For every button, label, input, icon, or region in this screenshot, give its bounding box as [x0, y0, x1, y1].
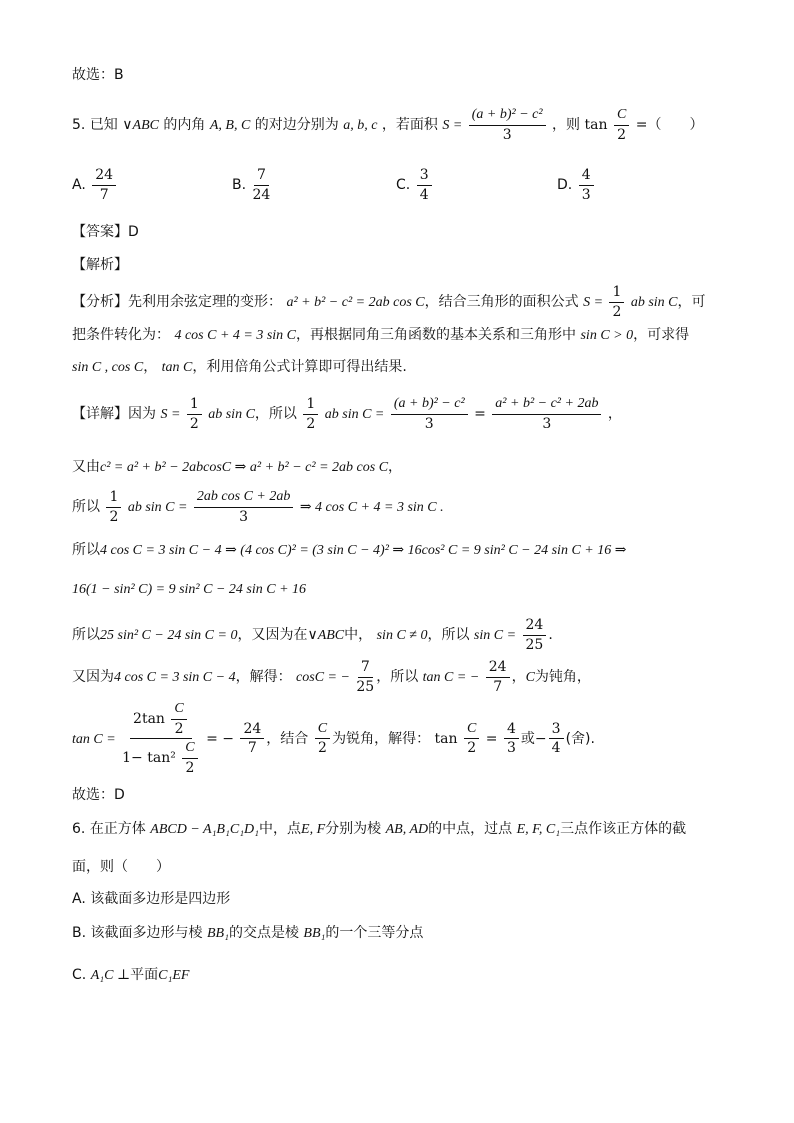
math: 4 cos C = 3 sin C − 4 ⇒ (4 cos C)² = (3 sin C − 4)² ⇒ 16cos² C = 9 sin² C − 24 sin C + 16 ⇒: [100, 543, 627, 558]
math: tan C: [161, 360, 193, 375]
text: ，: [388, 459, 403, 475]
q5-area-symbol: S =: [442, 118, 463, 134]
math: 1− tan²: [122, 750, 176, 767]
option-fraction: [579, 168, 594, 202]
q5-xiangjie-line8: [72, 702, 595, 776]
q6-option-c[interactable]: [72, 968, 189, 983]
option-label: A.: [72, 177, 86, 194]
one-half: $\frac{1}{2}$: [303, 397, 318, 431]
q5-text: ，若面积: [381, 117, 438, 134]
frac-num: (a + b)² − c²: [469, 108, 546, 126]
math: E, F: [301, 822, 326, 837]
q5-text: 的内角: [163, 117, 206, 134]
math: S =: [160, 407, 181, 423]
q5-number: 5.: [72, 117, 86, 134]
q5-xiangjie-line3: [72, 490, 444, 524]
text: B. 该截面多边形与棱: [72, 925, 203, 941]
frac-den: 7: [99, 186, 109, 203]
math: 2tan: [133, 711, 165, 728]
frac-num: 3: [549, 722, 564, 740]
q5-answer: [72, 225, 139, 239]
option-label: B.: [232, 177, 247, 194]
q5-text: 已知: [89, 117, 118, 134]
frac-num: 24: [240, 722, 264, 740]
frac-num: 4: [579, 168, 594, 186]
q5-xiangjie-line1: [72, 397, 622, 431]
text: 中，: [344, 627, 373, 644]
text: ，所以: [254, 406, 297, 423]
half-angle: $\frac{C}{2}$: [315, 722, 330, 756]
q5-option-d[interactable]: [557, 168, 596, 202]
q5-option-c[interactable]: [396, 168, 434, 202]
text: 或: [520, 730, 535, 747]
text: ，可求得: [633, 327, 690, 343]
text: ，解得：: [235, 669, 292, 686]
math: E, F, C₁: [516, 822, 561, 837]
frac-num: 7: [358, 660, 373, 678]
frac-num: (a + b)² − c²: [391, 397, 468, 415]
q6-stem-line2: 面，则（ ）: [72, 859, 170, 875]
math: = −: [206, 730, 235, 747]
text: 的一个三等分点: [325, 925, 424, 941]
math: C₁EF: [158, 968, 190, 983]
frac-num: a² + b² − c² + 2ab: [492, 397, 601, 415]
math: ab sin C =: [127, 500, 188, 516]
frac-den: 1− tan² $\frac{C}{2}$: [122, 739, 200, 775]
q5-area-fraction: [469, 108, 546, 142]
option-label: D.: [557, 177, 573, 194]
q5-option-a[interactable]: [72, 168, 118, 202]
section-tag: 【分析】: [72, 294, 128, 311]
section-tag: 【详解】: [72, 406, 128, 423]
text: ，结合三角形的面积公式: [424, 294, 579, 311]
text: ，可: [677, 294, 706, 311]
q6-option-a[interactable]: A. 该截面多边形是四边形: [72, 891, 231, 907]
math: BB₁: [206, 926, 229, 941]
math: AB, AD: [385, 822, 429, 837]
math: tan C =: [72, 731, 116, 747]
math: ab sin C =: [324, 407, 385, 423]
answer-tag: 【答案】: [72, 224, 128, 240]
fraction: [523, 618, 547, 652]
frac-num: 24: [523, 618, 547, 636]
q5-text: 的对边分别为: [254, 117, 339, 134]
text: ，: [511, 669, 526, 686]
q6-number: 6.: [72, 821, 86, 837]
frac-den: 4: [419, 186, 429, 203]
frac-num: 24: [92, 168, 116, 186]
text: 分别为棱: [325, 821, 382, 837]
q4-final-answer: 故选：B: [72, 67, 124, 83]
math: ⇒ 4 cos C + 4 = 3 sin C .: [299, 500, 444, 516]
half-angle: $\frac{C}{2}$: [464, 722, 479, 756]
math: S =: [583, 295, 604, 311]
answer-value: D: [128, 224, 139, 240]
fraction: $\frac{\text{a² + b² − c² + 2ab}}{3}$: [492, 397, 601, 431]
math: ∨ABC: [307, 628, 345, 644]
text: 把条件转化为：: [72, 327, 170, 343]
frac-den: 25: [356, 678, 375, 695]
q5-sides: a, b, c: [343, 118, 378, 134]
frac-den: 24: [252, 186, 271, 203]
math: ab sin C: [630, 295, 678, 311]
text: ，又因为在: [237, 627, 308, 644]
option-label: C.: [396, 177, 411, 194]
text: (舍).: [565, 730, 595, 747]
math: 4 cos C = 3 sin C − 4: [114, 670, 236, 686]
fraction: [486, 660, 510, 694]
math: sin C , cos C: [72, 360, 144, 375]
math: c² = a² + b² − 2abcosC ⇒ a² + b² − c² = 2ab cos C: [100, 460, 389, 475]
frac-num: 24: [486, 660, 510, 678]
math: tan C = −: [422, 670, 480, 686]
fraction: [504, 722, 519, 756]
text: 所以: [72, 542, 100, 558]
text: 为钝角，: [534, 669, 591, 686]
math: 25 sin² C − 24 sin C = 0: [100, 628, 238, 644]
q5-fenxi-line2: [72, 328, 689, 343]
text: ，所以: [427, 627, 470, 644]
text: 所以: [72, 627, 100, 644]
text: ，: [143, 359, 158, 375]
frac-den: 4: [551, 740, 561, 757]
frac-num: 2tan $\frac{C}{2}$: [130, 702, 192, 739]
text: 先利用余弦定理的变形：: [128, 294, 282, 311]
frac-den: 2: [617, 126, 627, 143]
math: sin C ≠ 0: [376, 628, 428, 644]
option-fraction: [253, 168, 271, 202]
math: BB₁: [303, 926, 326, 941]
text: 所以: [72, 499, 100, 516]
text: 又由: [72, 459, 100, 475]
q5-final-answer: 故选：D: [72, 787, 125, 803]
fraction: $\frac{\text{(a + b)² − c²}}{3}$: [391, 397, 468, 431]
one-half: $\frac{1}{2}$: [187, 397, 202, 431]
text: 中，点: [259, 821, 302, 837]
frac-num: C: [614, 108, 629, 126]
one-half: $\frac{1}{2}$: [106, 490, 121, 524]
math: C: [525, 670, 535, 686]
text: 平面: [130, 967, 159, 983]
option-fraction: [417, 168, 432, 202]
text: ，再根据同角三角函数的基本关系和三角形中: [296, 327, 577, 343]
frac-den: 3: [506, 740, 516, 757]
math: −: [534, 730, 547, 747]
text: .: [548, 627, 553, 644]
math: a² + b² − c² = 2ab cos C: [286, 295, 425, 311]
frac-den: 7: [247, 740, 257, 757]
text: ，: [607, 406, 622, 423]
q5-xiangjie-line2: [72, 460, 402, 475]
text: ，结合: [266, 730, 309, 747]
math: cosC = −: [296, 670, 350, 686]
text: ，所以: [376, 669, 419, 686]
text: 在正方体: [89, 821, 146, 837]
q5-xiangjie-line4: [72, 543, 626, 558]
q5-xiangjie-line7: [72, 660, 591, 694]
one-half: $\frac{1}{2}$: [609, 285, 624, 319]
math: sin C > 0: [580, 328, 634, 343]
option-fraction: [92, 168, 116, 202]
q5-half-angle: [614, 108, 629, 142]
fraction: [549, 722, 564, 756]
q6-option-b[interactable]: [72, 926, 423, 941]
q5-xiangjie-line6: [72, 618, 553, 652]
frac-den: 25: [525, 636, 544, 653]
text: 的交点是棱: [228, 925, 299, 941]
math: =: [474, 406, 486, 423]
q5-angles: A, B, C: [209, 118, 251, 134]
q5-text: ，则: [552, 117, 581, 134]
text: 为锐角，解得：: [332, 730, 431, 747]
math: ab sin C: [208, 407, 255, 423]
math: A₁C ⊥: [90, 968, 131, 983]
math: tan: [434, 730, 458, 747]
frac-den: 3: [502, 126, 512, 143]
math: sin C =: [473, 628, 517, 644]
double-angle-fraction: [122, 702, 200, 776]
text: ，利用倍角公式计算即可得出结果.: [192, 359, 407, 375]
q5-triangle: ∨ABC: [122, 118, 159, 134]
math: ABCD − A₁B₁C₁D₁: [150, 822, 260, 837]
q6-stem-line1: [72, 822, 686, 837]
frac-num: 2ab cos C + 2ab: [194, 490, 293, 508]
frac-den: 7: [493, 678, 503, 695]
frac-num: 4: [504, 722, 519, 740]
text: C.: [72, 967, 91, 983]
q5-text: =（ ）: [635, 117, 704, 134]
q5-fenxi-line3: [72, 360, 407, 375]
q5-fenxi-line1: [72, 285, 706, 319]
frac-num: 7: [254, 168, 269, 186]
fraction: [240, 722, 264, 756]
math: 4 cos C + 4 = 3 sin C: [174, 328, 297, 343]
fraction: $\frac{\text{2ab cos C + 2ab}}{3}$: [194, 490, 293, 524]
q5-xiangjie-line5: 16(1 − sin² C) = 9 sin² C − 24 sin C + 16: [72, 582, 307, 597]
q5-tan: tan: [584, 117, 608, 134]
frac-num: 3: [417, 168, 432, 186]
text: 的中点，过点: [428, 821, 513, 837]
text: 三点作该正方体的截: [560, 821, 687, 837]
frac-den: 3: [581, 186, 591, 203]
text: 又因为: [72, 669, 114, 686]
math: =: [485, 730, 498, 747]
q5-stem: [72, 108, 703, 142]
text: 因为: [128, 406, 156, 423]
q5-analysis-tag: 【解析】: [72, 257, 128, 273]
fraction: [356, 660, 374, 694]
q5-option-b[interactable]: [232, 168, 272, 202]
